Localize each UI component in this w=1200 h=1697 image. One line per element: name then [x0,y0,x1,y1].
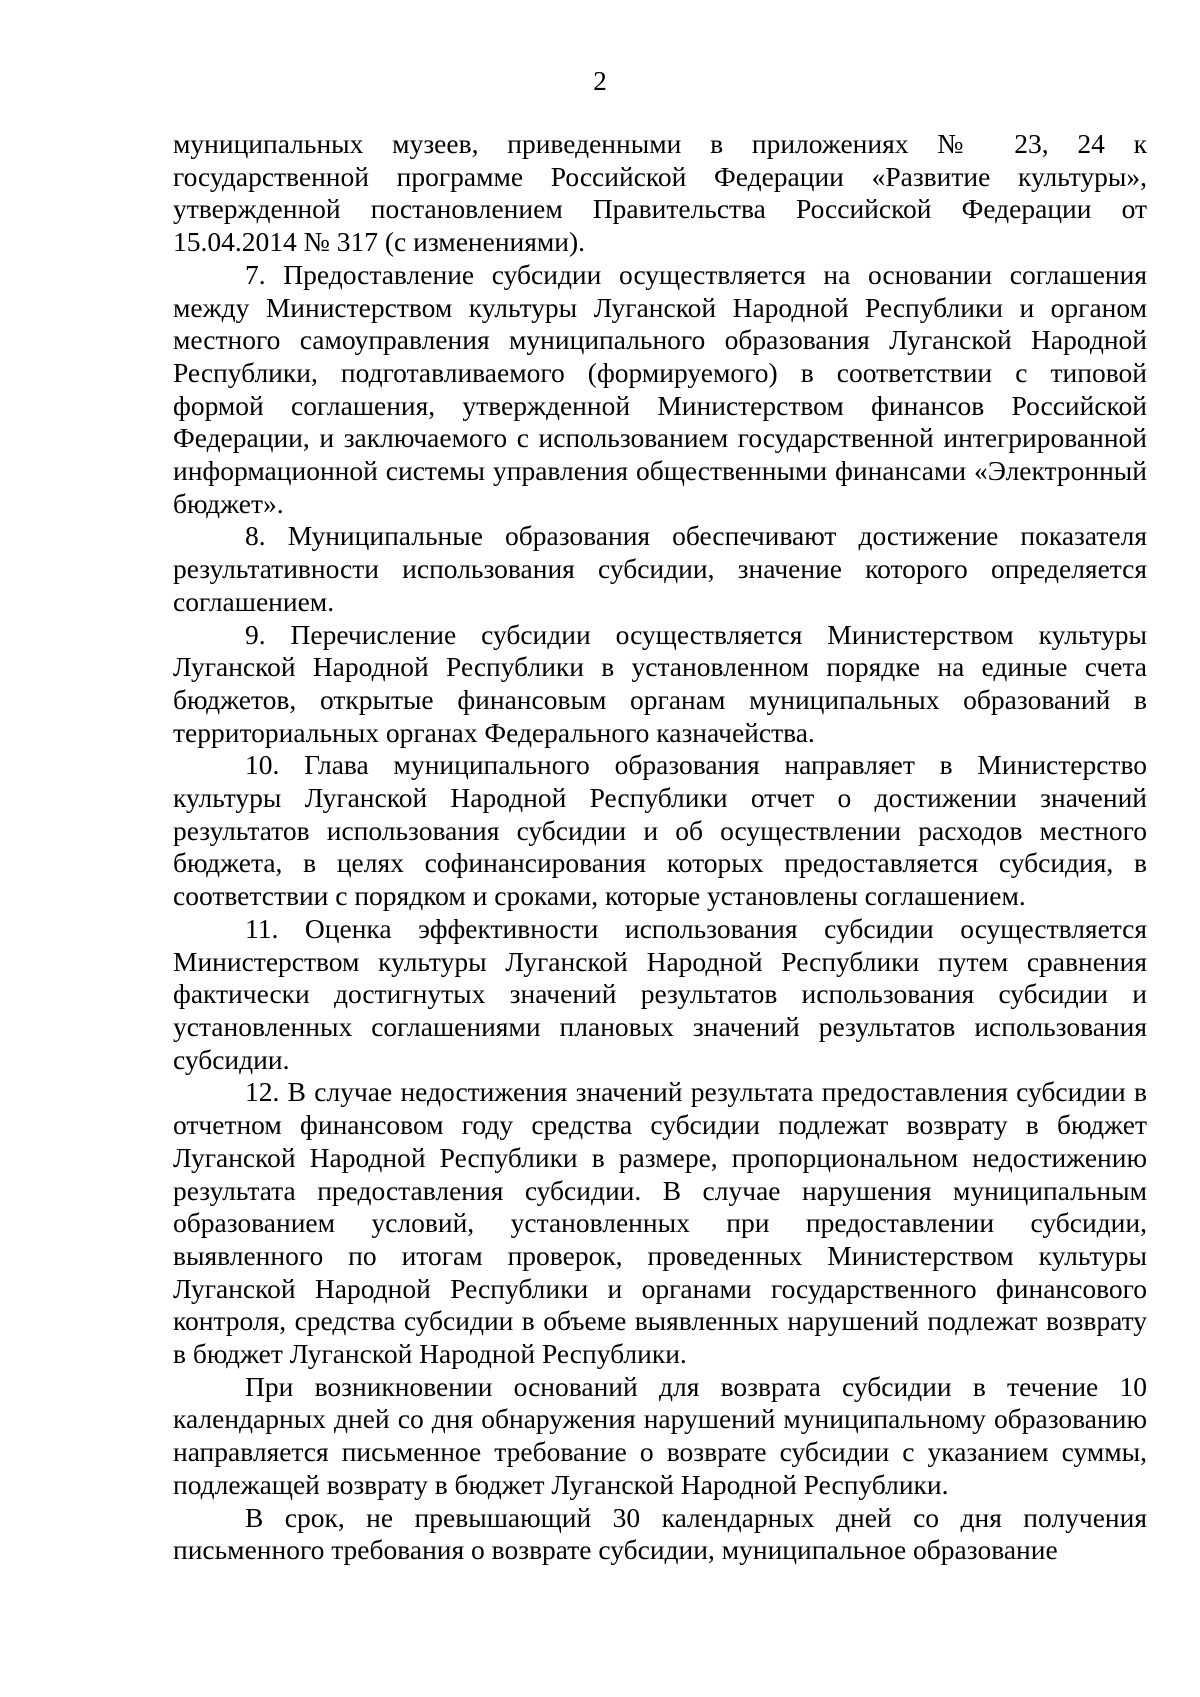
paragraph-item-8: 8. Муниципальные образования обеспечивают достижение показателя результативности использования субсидии, значение которого определяется соглашением. [173,520,1147,617]
paragraph-refund-notice: При возникновении оснований для возврата субсидии в течение 10 календарных дней со дня обнаружения нарушений муниципальному образованию направляется письменное требование о возврате субсидии с указанием суммы, подлежащей возврату в бюджет Луганской Народной Республики. [173,1370,1147,1500]
paragraph-museums-continuation: муниципальных музеев, приведенными в приложениях № 23, 24 к государственной программе Российской Федерации «Развитие культуры», утвержденной постановлением Правительства Российской Федерации от 15.04.2014 № 317 (с изменениями). [173,128,1147,258]
paragraph-refund-deadline: В срок, не превышающий 30 календарных дней со дня получения письменного требования о возврате субсидии, муниципальное образование [173,1501,1147,1566]
document-body [173,128,1147,1567]
paragraph-item-12: 12. В случае недостижения значений результата предоставления субсидии в отчетном финансовом году средства субсидии подлежат возврату в бюджет Луганской Народной Республики в размере, пропорциональном недостижению результата предоставления субсидии. В случае нарушения муниципальным образованием условий, установленных при предоставлении субсидии, выявленного по итогам проверок, проведенных Министерством культуры Луганской Народной Республики и органами государственного финансового контроля, средства субсидии в объеме выявленных нарушений подлежат возврату в бюджет Луганской Народной Республики. [173,1076,1147,1370]
paragraph-item-9: 9. Перечисление субсидии осуществляется Министерством культуры Луганской Народной Республики в установленном порядке на единые счета бюджетов, открытые финансовым органам муниципальных образований в территориальных органах Федерального казначейства. [173,618,1147,748]
paragraph-item-10: 10. Глава муниципального образования направляет в Министерство культуры Луганской Народной Республики отчет о достижении значений результатов использования субсидии и об осуществлении расходов местного бюджета, в целях софинансирования которых предоставляется субсидия, в соответствии с порядком и сроками, которые установлены соглашением. [173,749,1147,912]
paragraph-item-7: 7. Предоставление субсидии осуществляется на основании соглашения между Министерством культуры Луганской Народной Республики и органом местного самоуправления муниципального образования Луганской Народной Республики, подготавливаемого (формируемого) в соответствии с типовой формой соглашения, утвержденной Министерством финансов Российской Федерации, и заключаемого с использованием государственной интегрированной информационной системы управления общественными финансами «Электронный бюджет». [173,258,1147,519]
page-number: 2 [593,66,607,96]
paragraph-item-11: 11. Оценка эффективности использования субсидии осуществляется Министерством культуры Луганской Народной Республики путем сравнения фактически достигнутых значений результатов использования субсидии и установленных соглашениями плановых значений результатов использования субсидии. [173,912,1147,1075]
